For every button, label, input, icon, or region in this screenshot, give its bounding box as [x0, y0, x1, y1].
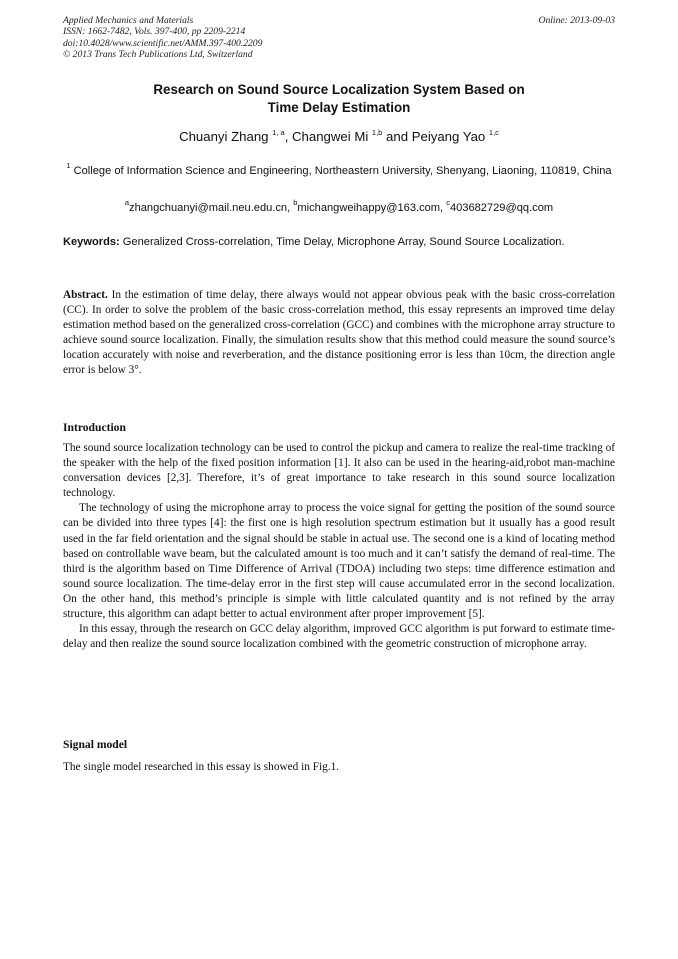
introduction-body — [63, 441, 615, 652]
author-emails — [63, 198, 615, 215]
introduction-heading: Introduction — [63, 421, 126, 434]
online-date: Online: 2013-09-03 — [538, 15, 615, 26]
abstract — [63, 288, 615, 379]
intro-paragraph-1: The sound source localization technology can be used to control the pickup and camera to realize the real-time tracking of the speaker with the help of the fixed position information [1]. It also can be used in the hearing-aid,robot man-machine conversation devices [2,3]. Therefore, it’s of great importance to take research in this sound source localization technology. — [63, 442, 615, 500]
copyright-line: © 2013 Trans Tech Publications Ltd, Switzerland — [63, 48, 253, 60]
intro-paragraph-3: In this essay, through the research on GCC delay algorithm, improved GCC algorithm is put forward to estimate time-delay and then realize the sound source localization combined with the geometric construction of microphone array. — [63, 623, 615, 651]
email-c: 403682729@qq.com — [449, 202, 554, 214]
signal-model-text: The single model researched in this essay is showed in Fig.1. — [63, 761, 340, 773]
abstract-text: In the estimation of time delay, there always would not appear obvious peak with the basic cross-correlation (CC). In order to solve the problem of the basic cross-correlation method, this essay represents an improved time delay estimation method based on the generalized cross-correlation (GCC) and combines with the microphone array structure to achieve sound source localization. Finally, the simulation results show that this method could measure the sound source’s location accurately with noise and reverberation, and the distance positioning error is less than 10cm, the direction angle error is below 3°. — [63, 289, 615, 377]
affiliation — [63, 161, 615, 180]
author-3-affil-mark: 1,c — [488, 128, 499, 137]
affiliation-mark: 1 — [66, 161, 71, 170]
journal-header — [63, 15, 615, 60]
email-a-mark: a — [124, 198, 130, 207]
issn-line: ISSN: 1662-7482, Vols. 397-400, pp 2209-2214 — [63, 26, 246, 38]
keywords-text: Generalized Cross-correlation, Time Delay, Microphone Array, Sound Source Localization. — [119, 236, 565, 248]
keywords — [63, 235, 615, 251]
author-1: Chuanyi Zhang — [179, 129, 273, 144]
author-list — [63, 129, 615, 145]
email-a: zhangchuanyi@mail.neu.edu.cn, — [129, 202, 294, 214]
author-2: , Changwei Mi — [284, 129, 372, 144]
paper-title — [63, 81, 615, 117]
signal-model-heading: Signal model — [63, 738, 128, 751]
email-c-mark: c — [446, 198, 450, 207]
abstract-label: Abstract. — [63, 289, 108, 301]
title-line-1: Research on Sound Source Localization System Based on — [153, 82, 525, 97]
keywords-label: Keywords: — [63, 236, 120, 248]
author-1-affil-mark: 1, a — [272, 128, 285, 137]
intro-paragraph-2: The technology of using the microphone array to process the voice signal for getting the position of the sound source can be divided into three types [4]: the first one is high resolution spectrum estimation but it usually has a good result used in the far field orientation and the signal should be stable in actual use. The second one is a kind of locating method based on controllable wave beam, but the calculated amount is too much and it can’t satisfy the demand of real-time. The third is the algorithm based on Time Difference of Arrival (TDOA) including two steps: time difference estimation and sound source localization. The time-delay error in the first step will cause accumulated error in the second localization. On the other hand, this method’s principle is simple with little calculated quantity and is not refined by the array structure, this algorithm can adapt better to actual environment after proper improvement [5]. — [63, 502, 615, 621]
email-b: michangweihappy@163.com, — [297, 202, 447, 214]
signal-model-body — [63, 760, 615, 775]
author-2-affil-mark: 1,b — [371, 128, 383, 137]
author-3: and Peiyang Yao — [382, 129, 489, 144]
email-b-mark: b — [293, 198, 298, 207]
title-line-2: Time Delay Estimation — [267, 100, 411, 115]
journal-name: Applied Mechanics and Materials — [63, 15, 194, 26]
affiliation-text: College of Information Science and Engineering, Northeastern University, Shenyang, Liaoning, 110819, China — [70, 165, 612, 177]
doi-line: doi:10.4028/www.scientific.net/AMM.397-400.2209 — [63, 37, 263, 49]
